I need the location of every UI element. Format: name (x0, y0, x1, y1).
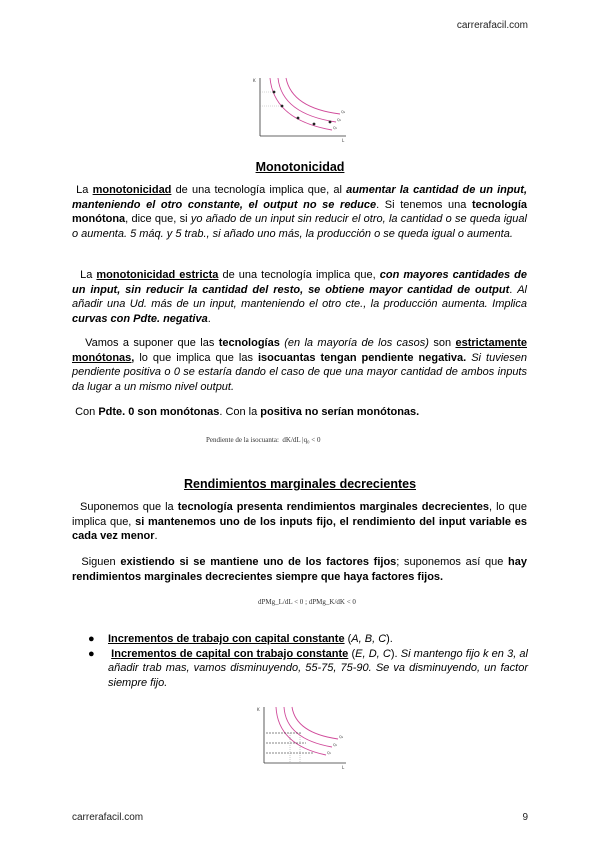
isoquant-curve-1 (276, 707, 326, 755)
isoquant-curve-2 (284, 707, 332, 747)
paragraph-pendiente: Con Pdte. 0 son monótonas. Con la positiva no serían monótonas. (75, 406, 420, 418)
curve-label: Q₃ (341, 110, 346, 114)
bullet-icon: ● (88, 647, 95, 660)
curve-label: Q₂ (333, 743, 338, 747)
section-title-monotonicidad: Monotonicidad (255, 160, 345, 174)
curve-label: Q₁ (327, 751, 332, 755)
axis-label-x: L (342, 765, 345, 770)
isoquant-figure-bottom (256, 703, 352, 771)
point (329, 121, 332, 124)
paragraph-monotonicidad-estricta: La monotonicidad estricta de una tecnología implica que, con mayores cantidades de un input, sin reducir la cantidad del resto, se obtiene mayor cantidad de output. Al añadir una Ud. más de un input, manteniendo el otro cte., la producción aumenta. Implica curvas con Pdte. negativa. (72, 269, 527, 325)
isoquant-curve-2 (278, 78, 336, 122)
paragraph-monotonicidad: La monotonicidad de una tecnología implica que, al aumentar la cantidad de un input, manteniendo el otro constante, el output no se reduce. Si tenemos una tecnología monótona, dice que, si yo añado de un input sin reducir el otro, la cantidad o se queda igual o aumenta. 5 máq. y 5 trab., si añado uno más, la producción o se queda igual o aumenta. (72, 184, 528, 240)
isoquant-curve-3 (286, 78, 340, 114)
list-item: ● Incrementos de trabajo con capital constante (A, B, C). (88, 633, 393, 645)
isoquant-figure-top (252, 74, 352, 146)
paragraph-estrictamente-monotonas: Vamos a suponer que las tecnologías (en la mayoría de los casos) son estrictamente monótonas, lo que implica que las isocuantas tengan pendiente negativa. Si tuviesen pendiente positiva o 0 se estaría dando el caso de que una mayor cantidad de ambos inputs da lugar a un mismo nivel output. (72, 337, 527, 393)
bullet-icon: ● (88, 633, 95, 645)
axis-label-y: K (257, 707, 260, 712)
curve-label: Q₁ (333, 126, 338, 130)
list-item: ● Incrementos de capital con trabajo constante (E, D, C). Si mantengo fijo k en 3, al añadir trab mas, vamos disminuyendo, 55-75, 75-90. Se va disminuyendo, un factor siempre fijo. (88, 647, 528, 689)
point (313, 123, 316, 126)
page-number: 9 (522, 812, 528, 823)
header-site: carrerafacil.com (456, 20, 528, 31)
paragraph-rendimientos-decrecientes: Suponemos que la tecnología presenta rendimientos marginales decrecientes, lo que implica que, si mantenemos uno de los inputs fijo, el rendimiento del input variable es cada vez menor. (72, 501, 527, 543)
footer-site: carrerafacil.com (72, 812, 144, 823)
bullet-list (88, 632, 528, 690)
section-title-rendimientos: Rendimientos marginales decrecientes (183, 477, 417, 491)
formula-pendiente-isocuanta: Pendiente de la isocuanta: dK/dL |q₀ < 0 (206, 436, 321, 444)
curve-label: Q₃ (339, 735, 344, 739)
formula-pmg-decreciente: dPMg_L/dL < 0 ; dPMg_K/dK < 0 (258, 598, 356, 606)
curve-label: Q₂ (337, 118, 342, 122)
axis-label-x: L (342, 138, 345, 143)
paragraph-factores-fijos: Siguen existiendo si se mantiene uno de los factores fijos; suponemos así que hay rendimientos marginales decrecientes siempre que haya factores fijos. (72, 556, 527, 583)
point (297, 117, 300, 120)
axis-label-y: K (253, 78, 256, 83)
